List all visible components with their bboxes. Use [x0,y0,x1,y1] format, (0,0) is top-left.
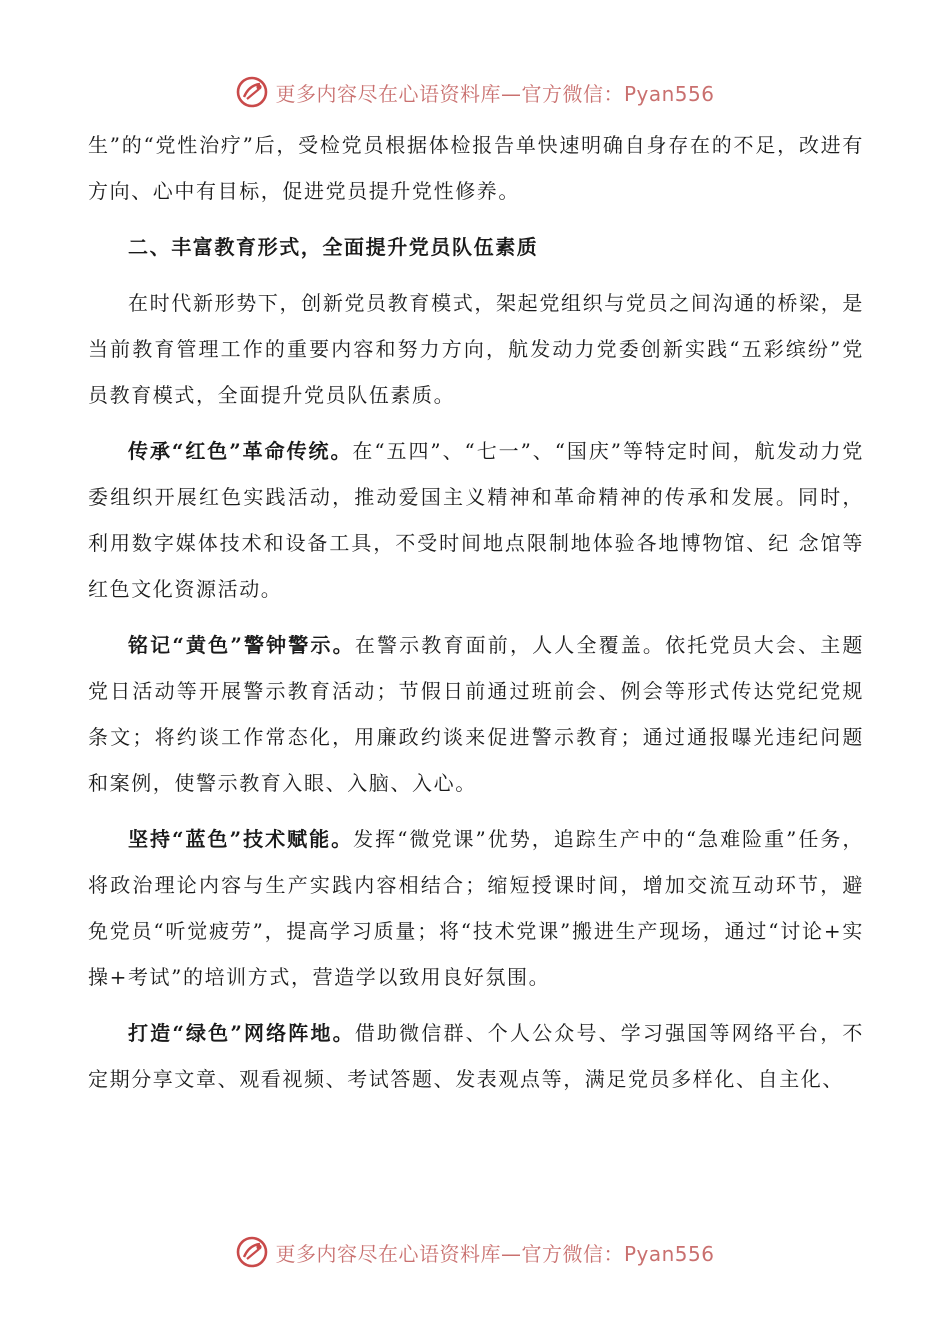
paragraph-red-lead: 传承“红色”革命传统。 [128,439,353,463]
paragraph-blue [88,816,864,1000]
footer-watermark-banner [0,1232,950,1272]
document-body [88,122,864,1102]
header-banner-text: 更多内容尽在心语资料库—官方微信：Pyan556 [275,81,715,106]
brand-logo-icon [235,75,269,109]
paragraph-red [88,428,864,612]
paragraph-intro: 在时代新形势下，创新党员教育模式，架起党组织与党员之间沟通的桥梁，是当前教育管理工作的重要内容和努力方向，航发动力党委创新实践“五彩缤纷”党员教育模式，全面提升党员队伍素质。 [88,291,864,407]
paragraph-yellow-lead: 铭记“黄色”警钟警示。 [128,633,355,657]
paragraph-green [88,1010,864,1102]
paragraph-continuation: 生”的“党性治疗”后，受检党员根据体检报告单快速明确自身存在的不足，改进有方向、心中有目标，促进党员提升党性修养。 [88,133,864,203]
paragraph-blue-body: 发挥“微党课”优势，追踪生产中的“急难险重”任务，将政治理论内容与生产实践内容相结合；缩短授课时间，增加交流互动环节，避免党员“听觉疲劳”，提高学习质量；将“技术党课”搬进生产现场，通过“讨论+实操+考试”的培训方式，营造学以致用良好氛围。 [88,827,865,989]
paragraph-yellow [88,622,864,806]
brand-logo-icon [235,1235,269,1269]
paragraph-green-lead: 打造“绿色”网络阵地。 [128,1021,355,1045]
paragraph-green-body: 借助微信群、个人公众号、学习强国等网络平台，不定期分享文章、观看视频、考试答题、发表观点等，满足党员多样化、自主化、 [88,1021,864,1091]
header-watermark-banner [0,72,950,112]
section-heading: 二、丰富教育形式，全面提升党员队伍素质 [128,235,539,259]
paragraph-blue-lead: 坚持“蓝色”技术赋能。 [128,827,354,851]
paragraph-yellow-body: 在警示教育面前，人人全覆盖。依托党员大会、主题党日活动等开展警示教育活动；节假日前通过班前会、例会等形式传达党纪党规条文；将约谈工作常态化，用廉政约谈来促进警示教育；通过通报曝光违纪问题和案例，使警示教育入眼、入脑、入心。 [88,633,864,795]
footer-banner-text: 更多内容尽在心语资料库—官方微信：Pyan556 [275,1241,715,1266]
paragraph-red-body: 在“五四”、“七一”、“国庆”等特定时间，航发动力党委组织开展红色实践活动，推动爱国主义精神和革命精神的传承和发展。同时，利用数字媒体技术和设备工具，不受时间地点限制地体验各地博物馆、纪 念馆等红色文化资源活动。 [88,439,865,601]
